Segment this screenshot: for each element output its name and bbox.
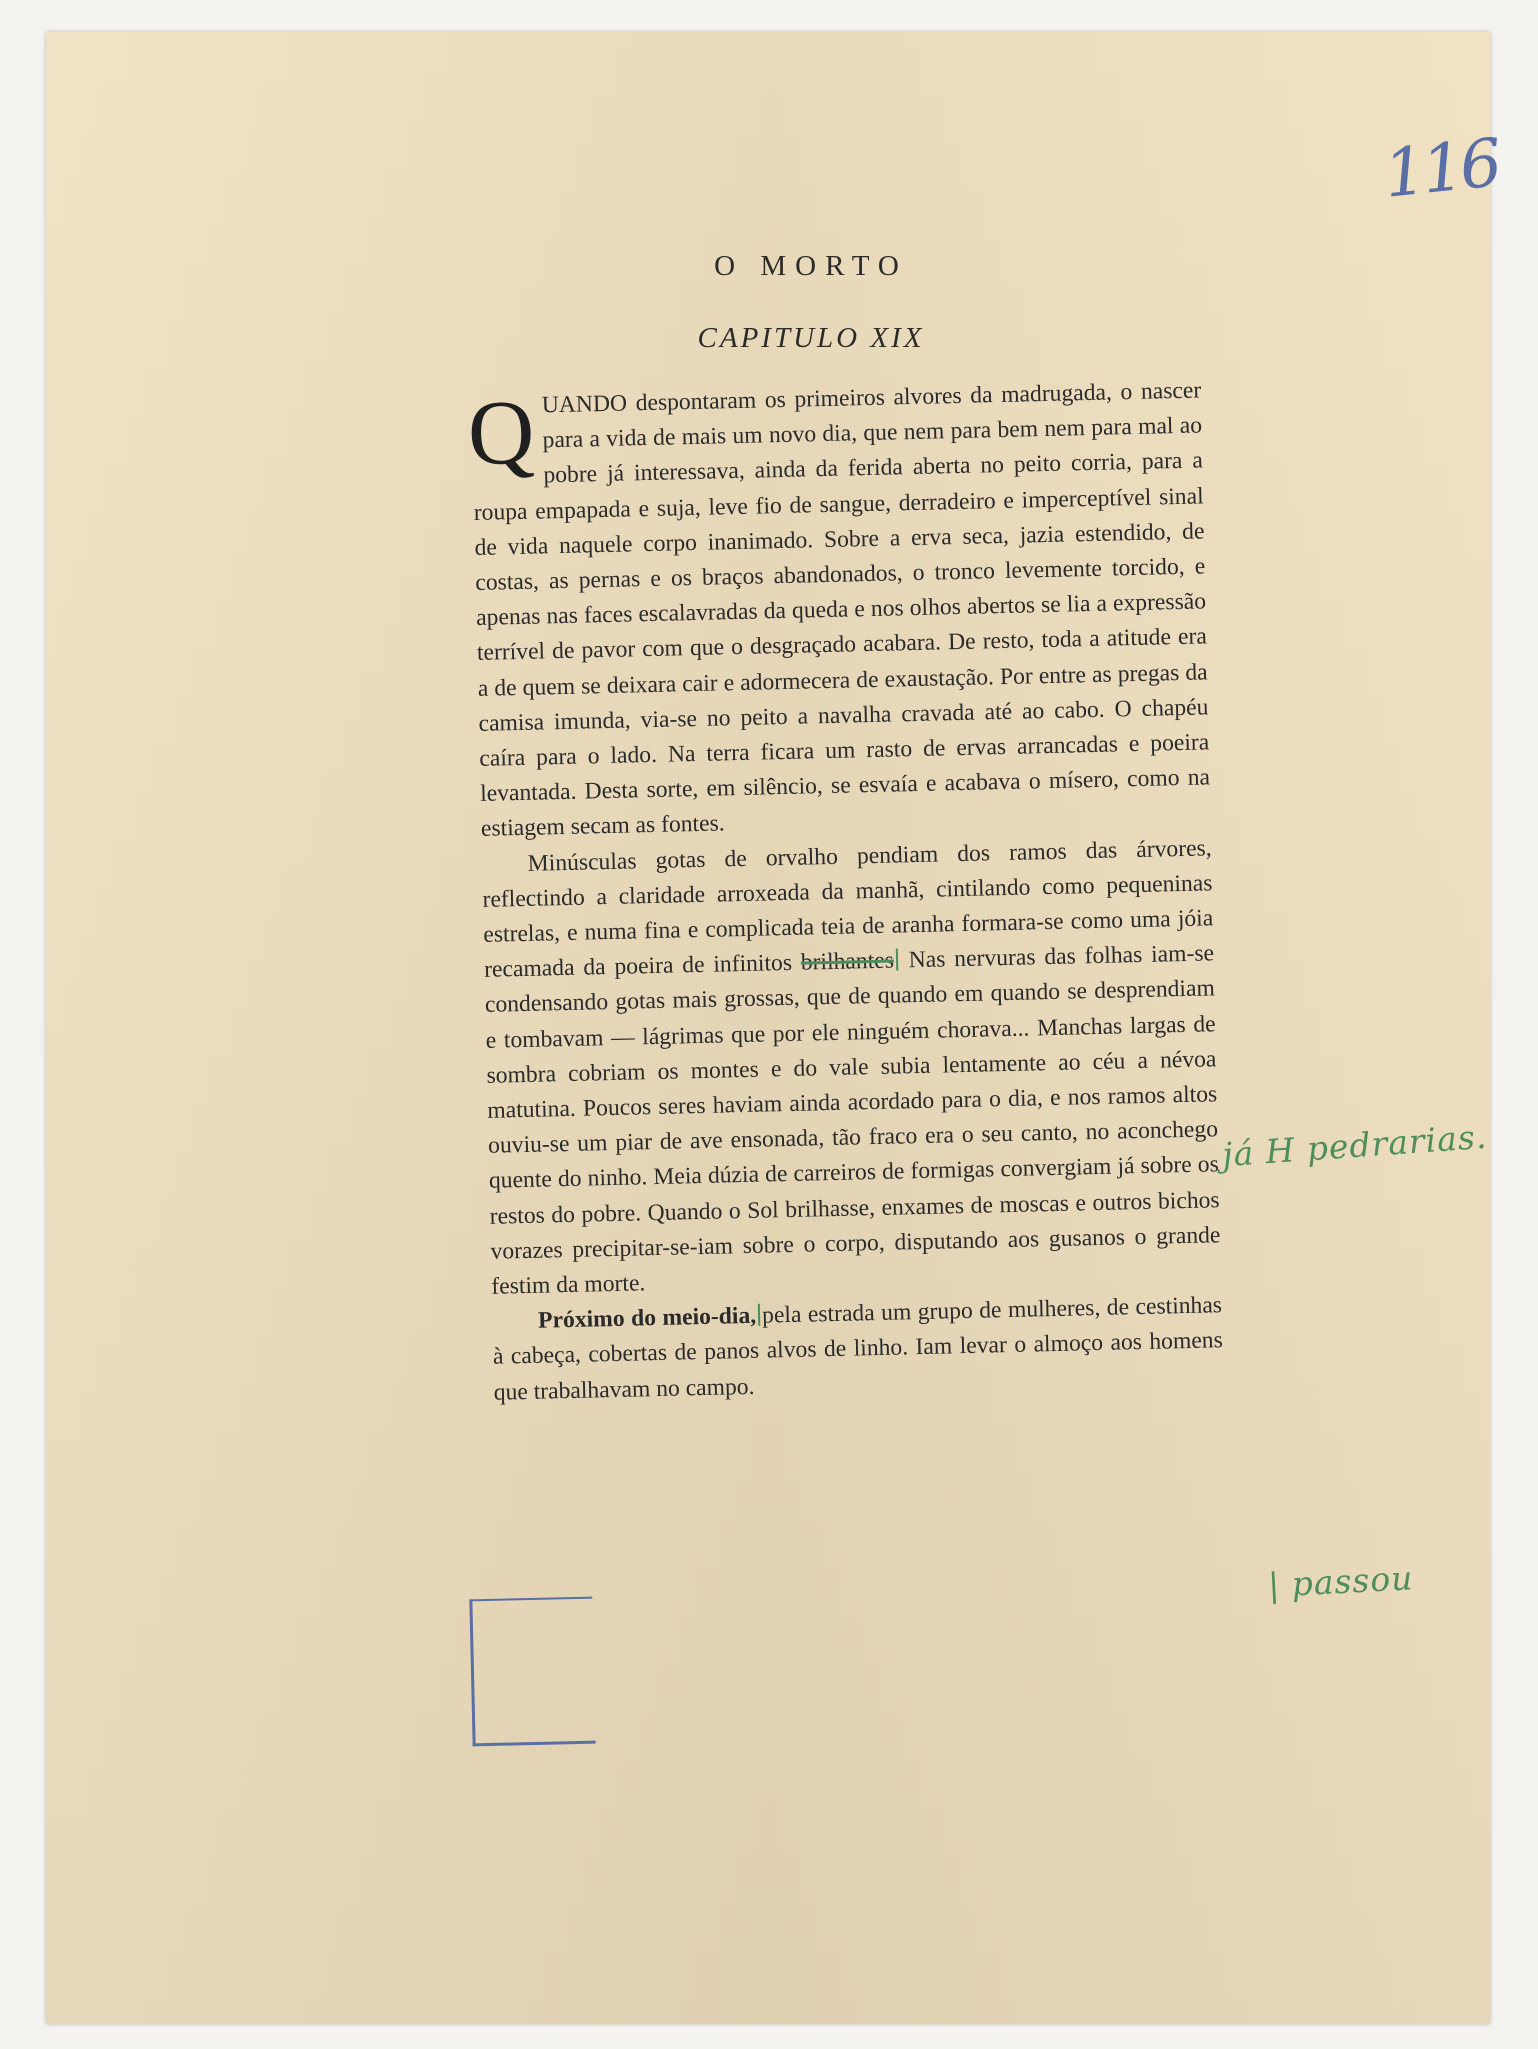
drop-cap: Q xyxy=(466,380,536,485)
page-title: O MORTO xyxy=(714,250,908,282)
chapter-heading: CAPITULO XIX xyxy=(697,322,925,354)
paragraph-2 xyxy=(481,831,1221,1305)
paragraph-2-text-before: Minúsculas gotas de orvalho pendiam dos ramos das árvores, reflectindo a claridade arroxeada da manhã, cintilando como pequeninas estrelas, e numa fina e complicada teia de aranha formara-se como uma jóia recamada da poeira de infinitos xyxy=(482,834,1214,984)
paragraph-3-text-before: Próximo do meio-dia, xyxy=(537,1303,757,1334)
paragraph-3 xyxy=(492,1288,1224,1410)
paragraph-1-text: despontaram os primeiros alvores da madrugada, o nascer para a vida de mais um novo dia, que nem para bem nem para mal ao pobre já interessava, ainda da ferida aberta no peito corria, para a roupa empapada e suja, leve fio de sangue, derradeiro e imperceptível sinal de vida naquele corpo inanimado. Sobre a erva seca, jazia estendido, de costas, as pernas e os braços abandonados, o tronco levemente torcido, e apenas nas faces escalavradas da queda e nos olhos abertos se lia a expressão terrível de pavor com que o desgraçado acabara. De resto, toda a atitude era a de quem se deixara cair e adormecera de exaustação. Por entre as pregas da camisa imunda, via-se no peito a navalha cravada até ao cabo. O chapéu caíra para o lado. Na terra ficara um rasto de ervas arrancadas e poeira levantada. Desta sorte, em silêncio, se esvaía e acabava o mísero, como na estiagem secam as fontes. xyxy=(473,377,1211,843)
struck-word: brilhantes xyxy=(800,947,895,976)
paragraph-2-text-after: Nas nervuras das folhas iam-se condensando gotas mais grossas, que de quando em quando se desprendiam e tombavam — lágrimas que por ele ninguém chorava... Manchas largas de sombra cobriam os montes e do vale subia lentamente ao céu a névoa matutina. Poucos seres haviam ainda acordado para o dia, e nos ramos altos ouviu-se um piar de ave ensonada, tão fraco era o seu canto, no aconchego quente do ninho. Meia dúzia de carreiros de formigas convergiam já sobre os restos do pobre. Quando o Sol brilhasse, enxames de moscas e outros bichos vorazes precipitar-se-iam sobre o corpo, disputando aos gusanos o grande festim da morte. xyxy=(484,940,1221,1300)
page-folio-number: 116 xyxy=(1380,124,1502,213)
margin-note-2: | passou xyxy=(1267,1558,1415,1605)
paragraph-1-lead: UANDO xyxy=(541,390,628,419)
paragraph-3-text-after: pela estrada um grupo de mulheres, de cestinhas à cabeça, cobertas de panos alvos de linho. Iam levar o almoço aos homens que trabalhavam no campo. xyxy=(492,1292,1224,1406)
margin-note-1: já H pedrarias. xyxy=(1220,1116,1489,1175)
insertion-mark-2 xyxy=(758,1304,760,1326)
paragraph-1 xyxy=(466,373,1211,847)
insertion-mark-1 xyxy=(896,949,898,971)
document-page xyxy=(46,32,1502,2024)
margin-bracket-mark xyxy=(469,1597,595,1747)
body-text xyxy=(466,373,1224,1410)
